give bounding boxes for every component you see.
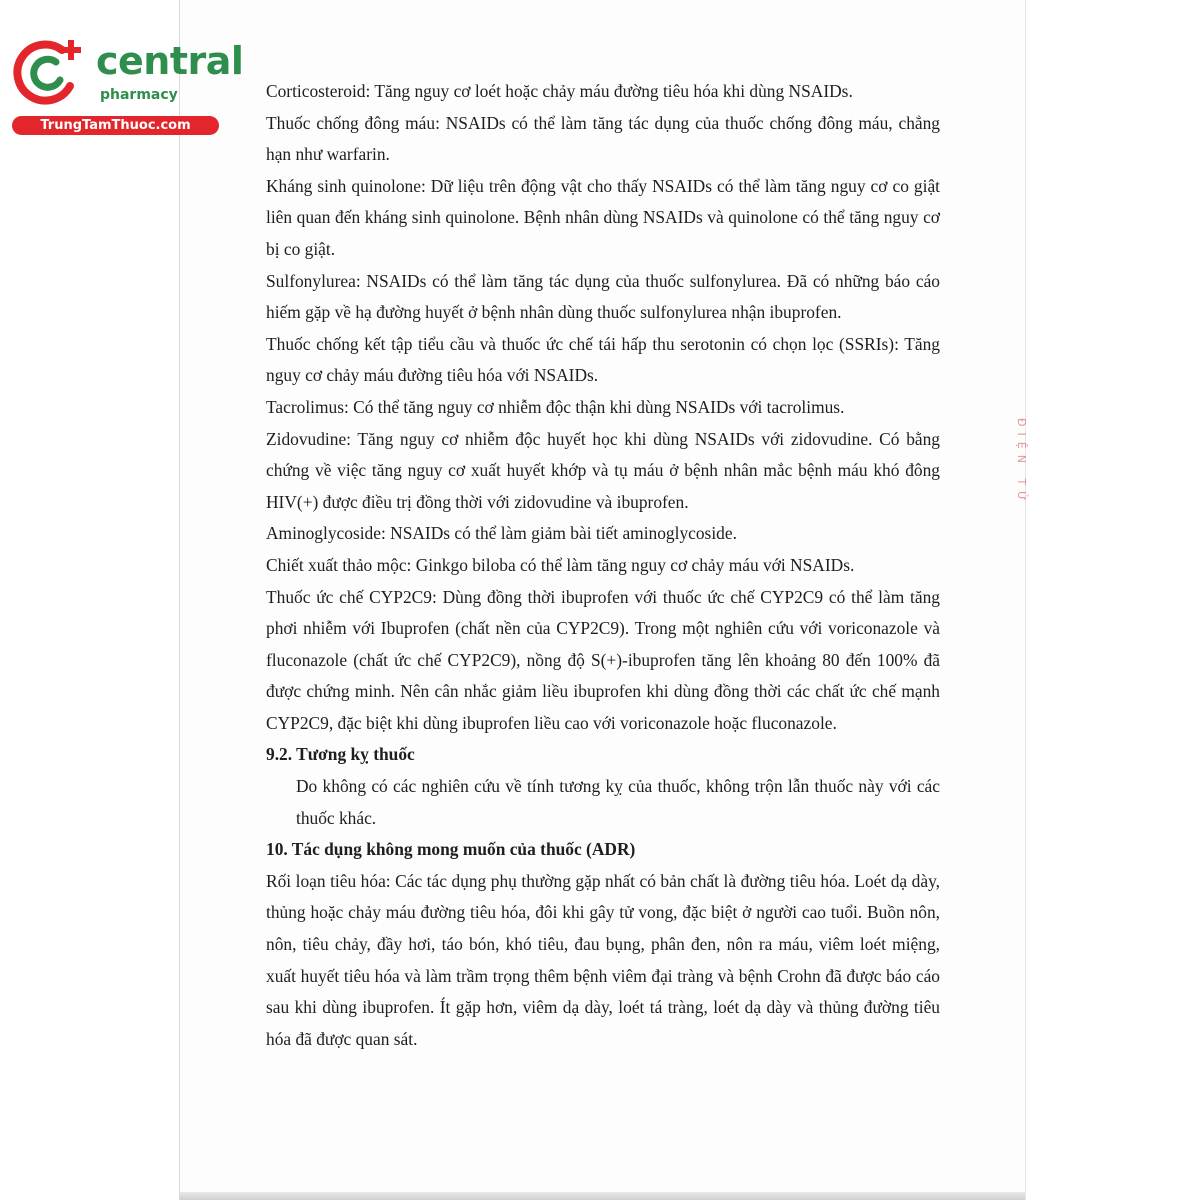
pharmacy-cross-icon bbox=[10, 36, 90, 108]
section-heading-incompatibility: 9.2. Tương kỵ thuốc bbox=[266, 744, 415, 765]
section-heading-adr: 10. Tác dụng không mong muốn của thuốc (ADR) bbox=[266, 839, 636, 860]
interaction-cyp2c9: Thuốc ức chế CYP2C9: Dùng đồng thời ibuprofen với thuốc ức chế CYP2C9 có thể làm tăng phơi nhiễm với Ibuprofen (chất nền của CYP2C9). Trong một nghiên cứu với voriconazole và fluconazole (chất ức chế CYP2C9), nồng độ S(+)-ibuprofen tăng lên khoảng 80 đến 100% đã được chứng minh. Nên cân nhắc giảm liều ibuprofen khi dùng đồng thời các chất ức chế mạnh CYP2C9, đặc biệt khi dùng ibuprofen liều cao với voriconazole hoặc fluconazole. bbox=[266, 586, 940, 733]
interaction-tacrolimus: Tacrolimus: Có thể tăng nguy cơ nhiễm độc thận khi dùng NSAIDs với tacrolimus. bbox=[266, 396, 845, 417]
margin-stamp: ĐIỆN TỬ bbox=[1015, 418, 1028, 507]
interaction-antiplatelet-ssri: Thuốc chống kết tập tiểu cầu và thuốc ức chế tái hấp thu serotonin có chọn lọc (SSRIs): Tăng nguy cơ chảy máu đường tiêu hóa với NSAIDs. bbox=[266, 333, 940, 386]
interaction-quinolone: Kháng sinh quinolone: Dữ liệu trên động vật cho thấy NSAIDs có thể làm tăng nguy cơ co giật liên quan đến kháng sinh quinolone. Bệnh nhân dùng NSAIDs và quinolone có thể tăng nguy cơ bị co giật. bbox=[266, 175, 940, 259]
interaction-aminoglycoside: Aminoglycoside: NSAIDs có thể làm giảm bài tiết aminoglycoside. bbox=[266, 523, 737, 544]
logo-tagline: pharmacy bbox=[100, 87, 178, 103]
interaction-anticoagulant: Thuốc chống đông máu: NSAIDs có thể làm tăng tác dụng của thuốc chống đông máu, chẳng hạn như warfarin. bbox=[266, 112, 940, 165]
interaction-sulfonylurea: Sulfonylurea: NSAIDs có thể làm tăng tác dụng của thuốc sulfonylurea. Đã có những báo cáo hiếm gặp về hạ đường huyết ở bệnh nhân dùng thuốc sulfonylurea nhận ibuprofen. bbox=[266, 270, 940, 323]
adr-gastrointestinal: Rối loạn tiêu hóa: Các tác dụng phụ thường gặp nhất có bản chất là đường tiêu hóa. Loét dạ dày, thủng hoặc chảy máu đường tiêu hóa, đôi khi gây tử vong, đặc biệt ở người cao tuổi. Buồn nôn, nôn, tiêu chảy, đầy hơi, táo bón, khó tiêu, đau bụng, phân đen, nôn ra máu, viêm loét miệng, xuất huyết tiêu hóa và làm trầm trọng thêm bệnh viêm đại tràng và bệnh Crohn đã được báo cáo sau khi dùng ibuprofen. Ít gặp hơn, viêm dạ dày, loét tá tràng, loét dạ dày và thủng đường tiêu hóa đã được quan sát. bbox=[266, 870, 940, 1049]
document-body bbox=[266, 76, 940, 1055]
logo-brand-name: central bbox=[96, 39, 244, 83]
interaction-zidovudine: Zidovudine: Tăng nguy cơ nhiễm độc huyết học khi dùng NSAIDs với zidovudine. Có bằng chứng về việc tăng nguy cơ xuất huyết khớp và tụ máu ở bệnh nhân mắc bệnh máu khó đông HIV(+) được điều trị đồng thời với zidovudine và ibuprofen. bbox=[266, 428, 940, 512]
incompatibility-text: Do không có các nghiên cứu về tính tương kỵ của thuốc, không trộn lẫn thuốc này với các thuốc khác. bbox=[296, 776, 940, 828]
logo-website[interactable]: TrungTamThuoc.com bbox=[12, 116, 219, 135]
page-bottom-edge bbox=[180, 1192, 1025, 1200]
central-pharmacy-logo[interactable] bbox=[10, 36, 244, 136]
interaction-herbal-extract: Chiết xuất thảo mộc: Ginkgo biloba có thể làm tăng nguy cơ chảy máu với NSAIDs. bbox=[266, 554, 855, 575]
interaction-corticosteroid: Corticosteroid: Tăng nguy cơ loét hoặc chảy máu đường tiêu hóa khi dùng NSAIDs. bbox=[266, 81, 853, 101]
